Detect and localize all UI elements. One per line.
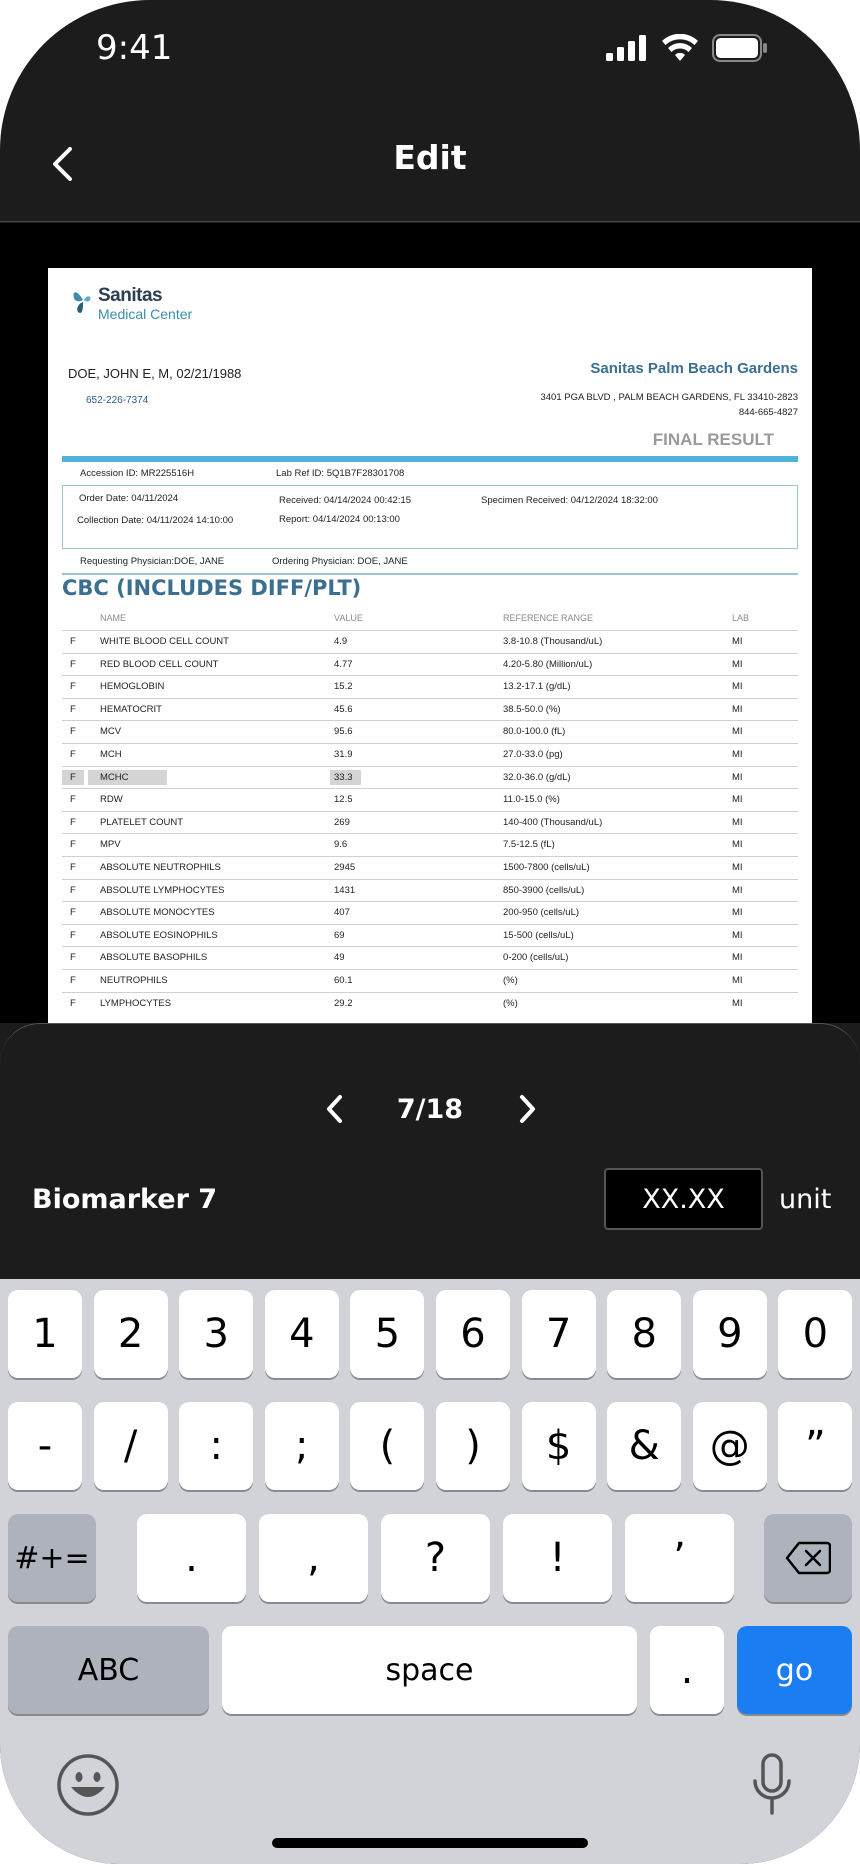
row-flag: F [70, 748, 76, 760]
row-range: (%) [503, 997, 518, 1009]
key-symbol[interactable]: - [8, 1402, 82, 1490]
key-digit[interactable]: 2 [94, 1290, 168, 1378]
divider-line [62, 573, 798, 575]
row-value: 49 [334, 952, 345, 964]
row-lab: MI [732, 703, 743, 715]
lab-report-document [48, 268, 812, 1023]
unit-label[interactable]: unit [779, 1184, 832, 1215]
key-punctuation[interactable]: , [259, 1514, 368, 1602]
key-digit[interactable]: 7 [522, 1290, 596, 1378]
logo-name: Sanitas [98, 285, 163, 306]
section-title: CBC (INCLUDES DIFF/PLT) [62, 576, 362, 600]
table-row [62, 833, 798, 856]
row-name: NEUTROPHILS [100, 974, 168, 986]
report-status: FINAL RESULT [652, 430, 774, 449]
row-range: 1500-7800 (cells/uL) [503, 861, 590, 873]
emoji-icon [56, 1753, 120, 1817]
ordering-physician: Ordering Physician: DOE, JANE [272, 556, 408, 567]
results-header [62, 613, 798, 627]
row-lab: MI [732, 839, 743, 851]
document-preview[interactable] [0, 223, 860, 1023]
row-value: 9.6 [334, 839, 348, 851]
divider-bar [62, 456, 798, 462]
row-flag: F [70, 974, 76, 986]
row-flag: F [70, 681, 76, 693]
row-value: 4.9 [334, 636, 348, 647]
key-symbol[interactable]: ) [436, 1402, 510, 1490]
biomarker-label: Biomarker 7 [32, 1184, 218, 1215]
col-value: VALUE [334, 613, 363, 623]
row-lab: MI [732, 726, 743, 738]
row-value: 45.6 [334, 703, 353, 715]
key-digit[interactable]: 8 [607, 1290, 681, 1378]
battery-icon [712, 34, 768, 67]
table-row [62, 901, 798, 924]
row-value: 69 [334, 929, 345, 941]
biomarker-value-input[interactable] [604, 1168, 763, 1230]
row-flag: F [70, 658, 76, 670]
table-row [62, 698, 798, 721]
facility-address-line: 3401 PGA BLVD , PALM BEACH GARDENS, FL 33410-2823 [540, 392, 798, 403]
dictation-button[interactable] [752, 1753, 792, 1822]
row-range: 80.0-100.0 (fL) [503, 726, 566, 738]
patient-phone: 652-226-7374 [86, 395, 149, 406]
row-lab: MI [732, 816, 743, 828]
edit-sheet [0, 1023, 860, 1283]
key-symbol[interactable]: $ [522, 1402, 596, 1490]
row-range: 13.2-17.1 (g/dL) [503, 681, 571, 693]
chevron-left-icon [325, 1094, 343, 1124]
key-symbol[interactable]: ( [350, 1402, 424, 1490]
table-row [62, 743, 798, 766]
row-name: ABSOLUTE EOSINOPHILS [100, 929, 218, 941]
key-digit[interactable]: 9 [693, 1290, 767, 1378]
row-range: 850-3900 (cells/uL) [503, 884, 585, 896]
key-punctuation[interactable]: ? [381, 1514, 490, 1602]
facility-name: Sanitas Palm Beach Gardens [590, 360, 798, 377]
key-symbol[interactable]: @ [693, 1402, 767, 1490]
received-date: Received: 04/14/2024 00:42:15 [279, 495, 412, 506]
row-flag: F [70, 884, 76, 896]
row-value: 12.5 [334, 794, 353, 806]
row-flag: F [70, 816, 76, 828]
key-punctuation[interactable]: ’ [625, 1514, 734, 1602]
row-flag: F [70, 794, 76, 806]
row-name: MCH [100, 748, 122, 760]
row-lab: MI [732, 907, 743, 919]
row-range: 140-400 (Thousand/uL) [503, 816, 603, 828]
signal-icon [606, 35, 648, 66]
row-value: 1431 [334, 884, 356, 896]
row-lab: MI [732, 884, 743, 896]
row-flag: F [70, 929, 76, 941]
table-row [62, 879, 798, 902]
table-row [62, 969, 798, 992]
row-lab: MI [732, 861, 743, 873]
emoji-button[interactable] [56, 1753, 120, 1822]
row-lab: MI [732, 681, 743, 693]
row-name: ABSOLUTE NEUTROPHILS [100, 861, 221, 873]
report-date: Report: 04/14/2024 00:13:00 [279, 514, 400, 525]
row-range: 32.0-36.0 (g/dL) [503, 771, 571, 783]
row-value: 407 [334, 907, 350, 919]
numeric-keyboard [0, 1279, 860, 1864]
butterfly-logo-icon [72, 286, 94, 316]
facility-address [540, 390, 798, 420]
row-lab: MI [732, 952, 743, 964]
row-lab: MI [732, 658, 743, 670]
clinic-logo [72, 286, 192, 322]
row-flag: F [70, 839, 76, 851]
key-digit[interactable]: 3 [179, 1290, 253, 1378]
row-lab: MI [732, 929, 743, 941]
row-lab: MI [732, 974, 743, 986]
accession-id: Accession ID: MR225516H [80, 468, 195, 479]
table-row [62, 856, 798, 879]
table-row [62, 811, 798, 834]
row-range: 4.20-5.80 (Million/uL) [503, 658, 593, 670]
table-row [62, 924, 798, 947]
previous-button[interactable] [314, 1084, 354, 1134]
row-value: 2945 [334, 861, 356, 873]
row-name: LYMPHOCYTES [100, 997, 172, 1009]
key-digit[interactable]: 5 [350, 1290, 424, 1378]
key-punctuation[interactable]: . [137, 1514, 246, 1602]
row-lab: MI [732, 636, 743, 647]
row-range: (%) [503, 974, 518, 986]
row-range: 0-200 (cells/uL) [503, 952, 569, 964]
row-name: MCHC [88, 770, 167, 785]
key-period[interactable]: . [650, 1626, 724, 1714]
col-range: REFERENCE RANGE [503, 613, 594, 623]
col-name: NAME [100, 613, 127, 623]
row-lab: MI [732, 997, 743, 1009]
row-value: 95.6 [334, 726, 353, 738]
row-value: 269 [334, 816, 350, 828]
key-abc[interactable]: ABC [8, 1626, 209, 1714]
patient-name: DOE, JOHN E, M, 02/21/1988 [68, 366, 242, 381]
row-flag: F [70, 861, 76, 873]
key-space[interactable]: space [222, 1626, 637, 1714]
row-lab: MI [732, 771, 743, 783]
key-digit[interactable]: 6 [436, 1290, 510, 1378]
table-row [62, 653, 798, 676]
row-name: RED BLOOD CELL COUNT [100, 658, 219, 670]
requesting-physician: Requesting Physician:DOE, JANE [80, 556, 225, 567]
home-indicator [272, 1838, 588, 1848]
col-lab: LAB [732, 613, 750, 623]
row-flag: F [70, 997, 76, 1009]
row-range: 3.8-10.8 (Thousand/uL) [503, 636, 603, 647]
row-flag: F [70, 703, 76, 715]
row-name: MPV [100, 839, 121, 851]
page-title: Edit [393, 138, 467, 177]
key-digit[interactable]: 4 [265, 1290, 339, 1378]
row-range: 200-950 (cells/uL) [503, 907, 580, 919]
wifi-icon [662, 34, 698, 67]
key-symbol[interactable]: / [94, 1402, 168, 1490]
logo-subtitle: Medical Center [98, 306, 193, 322]
collection-date: Collection Date: 04/11/2024 14:10:00 [77, 515, 234, 526]
row-range: 15-500 (cells/uL) [503, 929, 574, 941]
key-symbol[interactable]: & [607, 1402, 681, 1490]
row-range: 7.5-12.5 (fL) [503, 839, 555, 851]
row-value: 29.2 [334, 997, 353, 1009]
key-symbols[interactable]: #+= [8, 1514, 96, 1602]
microphone-icon [752, 1753, 792, 1817]
row-name: WHITE BLOOD CELL COUNT [100, 636, 229, 647]
row-range: 38.5-50.0 (%) [503, 703, 561, 715]
table-row [62, 720, 798, 743]
status-icons [606, 34, 768, 67]
row-flag: F [70, 907, 76, 919]
table-row [62, 788, 798, 811]
backspace-icon [785, 1541, 831, 1575]
info-row [80, 468, 780, 482]
chevron-right-icon [519, 1094, 537, 1124]
row-name: ABSOLUTE LYMPHOCYTES [100, 884, 225, 896]
row-value: 60.1 [334, 974, 353, 986]
row-flag: F [70, 636, 76, 647]
pager-counter: 7/18 [396, 1094, 464, 1125]
row-range: 11.0-15.0 (%) [503, 794, 560, 806]
key-digit[interactable]: 0 [778, 1290, 852, 1378]
row-value: 33.3 [330, 770, 361, 785]
key-go[interactable]: go [737, 1626, 852, 1714]
row-lab: MI [732, 794, 743, 806]
table-row [62, 992, 798, 1015]
lab-ref-id: Lab Ref ID: 5Q1B7F28301708 [276, 468, 405, 479]
table-row [62, 946, 798, 969]
info-box [62, 485, 798, 549]
order-date: Order Date: 04/11/2024 [79, 493, 179, 504]
results-table [62, 630, 798, 1014]
row-range: 27.0-33.0 (pg) [503, 748, 563, 760]
status-time: 9:41 [96, 28, 173, 68]
row-name: MCV [100, 726, 122, 738]
facility-phone: 844-665-4827 [738, 407, 798, 418]
row-name: RDW [100, 794, 123, 806]
key-symbol[interactable]: : [179, 1402, 253, 1490]
row-name: ABSOLUTE MONOCYTES [100, 907, 215, 919]
table-row [62, 766, 798, 789]
row-value: 31.9 [334, 748, 353, 760]
row-value: 4.77 [334, 658, 353, 670]
row-name: ABSOLUTE BASOPHILS [100, 952, 208, 964]
row-name: HEMATOCRIT [100, 703, 162, 715]
table-row [62, 675, 798, 698]
row-value: 15.2 [334, 681, 353, 693]
next-button[interactable] [508, 1084, 548, 1134]
row-flag: F [70, 726, 76, 738]
specimen-received: Specimen Received: 04/12/2024 18:32:00 [481, 495, 658, 506]
key-punctuation[interactable]: ! [503, 1514, 612, 1602]
row-flag: F [70, 952, 76, 964]
key-delete[interactable] [764, 1514, 852, 1602]
row-name: PLATELET COUNT [100, 816, 184, 828]
row-name: HEMOGLOBIN [100, 681, 165, 693]
nav-header [0, 110, 860, 222]
key-symbol[interactable]: ” [778, 1402, 852, 1490]
table-row [62, 630, 798, 653]
row-lab: MI [732, 748, 743, 760]
row-flag: F [62, 770, 84, 785]
key-digit[interactable]: 1 [8, 1290, 82, 1378]
key-symbol[interactable]: ; [265, 1402, 339, 1490]
